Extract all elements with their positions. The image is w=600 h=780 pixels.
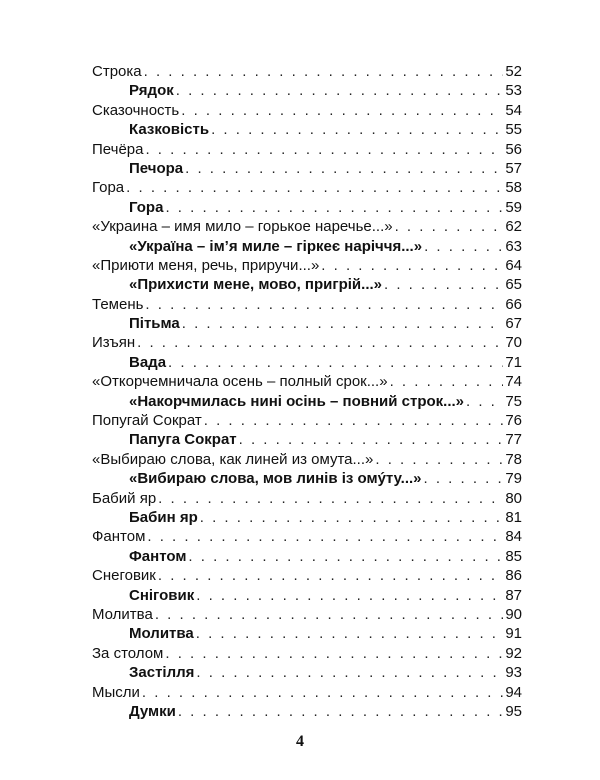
toc-entry [92, 198, 522, 217]
toc-dot-leader [181, 101, 503, 120]
toc-dot-leader [375, 450, 503, 469]
toc-entry-page: 84 [505, 528, 522, 546]
toc-entry-title: Сніговик [129, 586, 195, 604]
toc-dot-leader [144, 62, 504, 81]
toc-entry-title: Рядок [129, 82, 174, 100]
toc-entry-page: 66 [505, 295, 522, 313]
toc-dot-leader [321, 256, 503, 275]
toc-dot-leader [158, 489, 503, 508]
toc-dot-leader [466, 392, 503, 411]
table-of-contents [92, 62, 522, 721]
toc-entry [92, 683, 522, 702]
toc-entry-title: «Приюти меня, речь, приручи...» [92, 256, 320, 274]
toc-entry-title: Фантом [129, 547, 187, 565]
toc-dot-leader [211, 120, 503, 139]
toc-entry-page: 79 [505, 470, 522, 488]
toc-entry-page: 71 [505, 353, 522, 371]
toc-entry [92, 217, 522, 236]
toc-dot-leader [424, 237, 503, 256]
toc-entry [92, 547, 522, 566]
toc-entry-page: 56 [505, 140, 522, 158]
toc-dot-leader [204, 411, 504, 430]
toc-entry [92, 469, 522, 488]
toc-dot-leader [196, 586, 503, 605]
toc-entry-title: «Выбираю слова, как линей из омута...» [92, 450, 374, 468]
toc-entry-page: 62 [505, 218, 522, 236]
toc-entry-page: 85 [505, 547, 522, 565]
toc-entry [92, 62, 522, 81]
toc-dot-leader [196, 663, 503, 682]
toc-entry [92, 81, 522, 100]
toc-entry-page: 77 [505, 431, 522, 449]
toc-entry-title: Изъян [92, 334, 136, 352]
toc-entry [92, 624, 522, 643]
toc-dot-leader [158, 566, 503, 585]
toc-entry-page: 58 [505, 179, 522, 197]
toc-entry-page: 75 [505, 392, 522, 410]
toc-entry-title: Строка [92, 63, 142, 80]
toc-entry [92, 333, 522, 352]
toc-entry-title: «Накорчмилась нині осінь – повний строк...» [129, 392, 464, 410]
toc-entry-title: «Прихисти мене, мово, пригрій...» [129, 276, 382, 294]
toc-entry [92, 237, 522, 256]
toc-entry-title: Бабий яр [92, 489, 157, 507]
toc-entry [92, 566, 522, 585]
toc-entry-title: Гора [129, 198, 164, 216]
toc-entry [92, 586, 522, 605]
toc-entry-title: Печора [129, 159, 184, 177]
toc-dot-leader [168, 353, 503, 372]
toc-entry [92, 430, 522, 449]
toc-entry-page: 76 [505, 412, 522, 430]
toc-entry [92, 256, 522, 275]
page-number: 4 [296, 733, 304, 750]
toc-dot-leader [178, 702, 503, 721]
toc-entry [92, 702, 522, 721]
toc-dot-leader [142, 683, 503, 702]
toc-dot-leader [165, 198, 503, 217]
toc-entry-title: Темень [92, 295, 144, 313]
toc-dot-leader [395, 217, 504, 236]
toc-entry [92, 372, 522, 391]
toc-entry [92, 450, 522, 469]
toc-entry [92, 489, 522, 508]
toc-entry [92, 411, 522, 430]
toc-entry-page: 92 [505, 644, 522, 662]
toc-entry-page: 94 [505, 683, 522, 701]
toc-dot-leader [200, 508, 504, 527]
toc-dot-leader [145, 140, 503, 159]
toc-entry-page: 65 [505, 276, 522, 294]
toc-entry-title: Попугай Сократ [92, 412, 202, 430]
toc-entry-title: Печёра [92, 140, 144, 158]
toc-entry-page: 93 [505, 664, 522, 682]
toc-dot-leader [176, 81, 504, 100]
toc-entry [92, 314, 522, 333]
toc-entry-page: 90 [505, 605, 522, 623]
toc-dot-leader [185, 159, 503, 178]
toc-entry-page: 95 [505, 702, 522, 720]
toc-entry-page: 57 [505, 159, 522, 177]
toc-dot-leader [239, 430, 504, 449]
toc-entry-title: Мысли [92, 683, 140, 701]
toc-entry [92, 275, 522, 294]
toc-entry [92, 140, 522, 159]
toc-entry [92, 605, 522, 624]
toc-dot-leader [145, 295, 503, 314]
toc-entry-page: 54 [505, 101, 522, 119]
toc-entry-title: Молитва [129, 625, 194, 643]
toc-entry-title: Гора [92, 179, 125, 197]
toc-dot-leader [126, 178, 503, 197]
toc-entry-title: Думки [129, 702, 176, 720]
toc-entry-title: Бабин яр [129, 508, 198, 526]
toc-entry-title: За столом [92, 644, 164, 662]
toc-entry-title: Папуга Сократ [129, 431, 237, 449]
toc-entry-page: 55 [505, 121, 522, 139]
toc-dot-leader [390, 372, 504, 391]
toc-dot-leader [384, 275, 503, 294]
toc-entry [92, 508, 522, 527]
toc-entry-title: Снеговик [92, 567, 156, 585]
toc-entry [92, 663, 522, 682]
toc-dot-leader [147, 527, 503, 546]
toc-entry-page: 78 [505, 450, 522, 468]
toc-dot-leader [188, 547, 503, 566]
toc-entry [92, 178, 522, 197]
toc-entry-page: 91 [505, 625, 522, 643]
toc-entry [92, 295, 522, 314]
toc-entry-title: Вада [129, 353, 167, 371]
toc-dot-leader [196, 624, 504, 643]
toc-entry-title: Пітьма [129, 315, 180, 333]
toc-entry-page: 53 [505, 82, 522, 100]
toc-entry-page: 86 [505, 567, 522, 585]
toc-entry-title: «Вибираю слова, мов линів із омýту...» [129, 470, 422, 488]
toc-dot-leader [155, 605, 503, 624]
toc-entry-page: 59 [505, 198, 522, 216]
toc-entry [92, 120, 522, 139]
toc-entry-title: Фантом [92, 528, 146, 546]
toc-dot-leader [182, 314, 504, 333]
toc-entry-title: Молитва [92, 605, 153, 623]
toc-entry-title: «Україна – ім’я миле – гіркеє наріччя...» [129, 237, 423, 255]
toc-entry-title: Сказочность [92, 101, 180, 119]
toc-entry-page: 74 [505, 373, 522, 391]
toc-entry-page: 67 [505, 315, 522, 333]
toc-entry-page: 81 [505, 508, 522, 526]
toc-entry-page: 52 [505, 63, 522, 80]
toc-entry-page: 87 [505, 586, 522, 604]
toc-dot-leader [137, 333, 503, 352]
toc-entry-page: 64 [505, 256, 522, 274]
toc-entry [92, 353, 522, 372]
toc-entry [92, 392, 522, 411]
toc-entry-page: 70 [505, 334, 522, 352]
toc-entry [92, 644, 522, 663]
toc-entry-title: «Украина – имя мило – горькое наречье...» [92, 218, 393, 236]
toc-entry-page: 63 [505, 237, 522, 255]
toc-entry [92, 527, 522, 546]
toc-dot-leader [424, 469, 504, 488]
toc-entry [92, 101, 522, 120]
toc-entry-title: «Откорчемничала осень – полный срок...» [92, 373, 388, 391]
toc-entry [92, 159, 522, 178]
toc-entry-title: Застілля [129, 664, 195, 682]
toc-entry-title: Казковість [129, 121, 210, 139]
toc-entry-page: 80 [505, 489, 522, 507]
toc-dot-leader [165, 644, 503, 663]
